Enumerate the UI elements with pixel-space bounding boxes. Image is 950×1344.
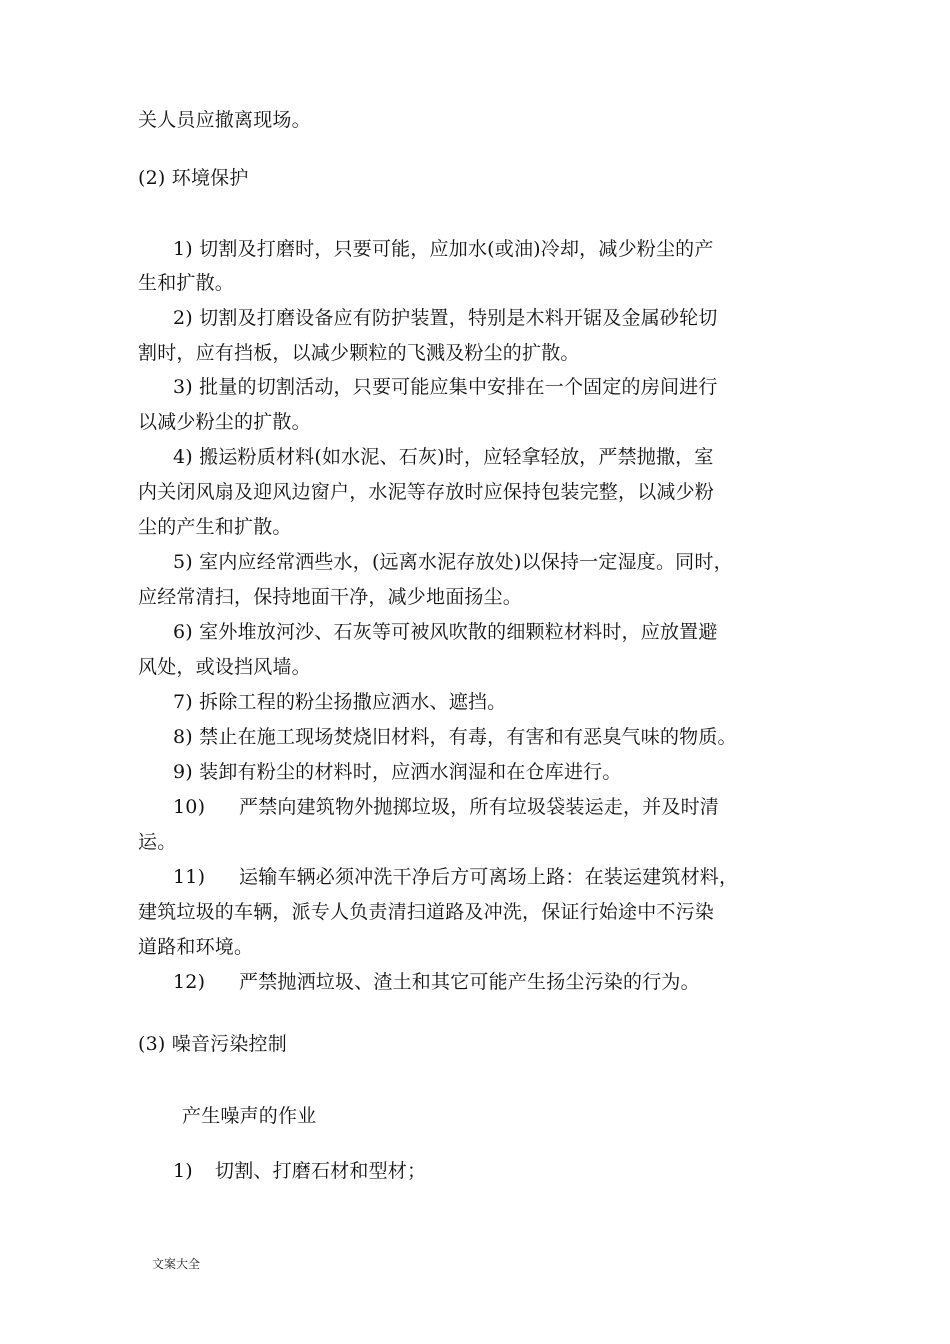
list-item-1-line-1: 1) 切割及打磨时，只要可能，应加水(或油)冷却，减少粉尘的产 xyxy=(173,238,714,260)
list-item-11-line-2: 建筑垃圾的车辆，派专人负责清扫道路及冲洗，保证行始途中不污染 xyxy=(138,901,715,923)
list-number-10: 10) xyxy=(173,796,206,818)
list-item-11-line-1 xyxy=(173,864,738,890)
list-item-10-line-1 xyxy=(173,794,719,820)
subheading-noise-work: 产生噪声的作业 xyxy=(182,1105,317,1127)
list-item-12-text: 严禁抛洒垃圾、渣土和其它可能产生扬尘污染的行为。 xyxy=(239,971,700,993)
page-footer: 文案大全 xyxy=(152,1257,201,1271)
section-heading-noise: (3) 噪音污染控制 xyxy=(138,1033,287,1055)
noise-list-number-1: 1) xyxy=(173,1160,193,1182)
list-item-11-text: 运输车辆必须冲洗干净后方可离场上路：在装运建筑材料， xyxy=(239,866,739,888)
list-item-4-line-3: 尘的产生和扩散。 xyxy=(138,516,292,538)
section-heading-environment: (2) 环境保护 xyxy=(138,167,249,189)
list-item-10-text: 严禁向建筑物外抛掷垃圾，所有垃圾袋装运走，并及时清 xyxy=(239,796,720,818)
list-item-8: 8) 禁止在施工现场焚烧旧材料，有毒，有害和有恶臭气味的物质。 xyxy=(173,726,737,748)
list-item-6-line-2: 风处，或设挡风墙。 xyxy=(138,656,311,678)
list-item-10-line-2: 运。 xyxy=(138,831,177,853)
list-number-11: 11) xyxy=(173,866,206,888)
text-line: 关人员应撤离现场。 xyxy=(138,109,311,131)
list-item-2-line-2: 割时，应有挡板，以减少颗粒的飞溅及粉尘的扩散。 xyxy=(138,342,580,364)
list-item-3-line-2: 以减少粉尘的扩散。 xyxy=(138,411,311,433)
noise-list-item-1 xyxy=(173,1158,426,1184)
list-item-5-line-1: 5) 室内应经常洒些水，(远离水泥存放处)以保持一定湿度。同时， xyxy=(173,551,733,573)
list-item-4-line-2: 内关闭风扇及迎风边窗户，水泥等存放时应保持包装完整，以减少粉 xyxy=(138,481,715,503)
noise-list-item-1-text: 切割、打磨石材和型材； xyxy=(215,1160,427,1182)
list-item-4-line-1: 4) 搬运粉质材料(如水泥、石灰)时，应轻拿轻放，严禁抛撒，室 xyxy=(173,446,714,468)
list-item-9: 9) 装卸有粉尘的材料时，应洒水润湿和在仓库进行。 xyxy=(173,761,622,783)
list-item-12 xyxy=(173,969,700,995)
list-item-6-line-1: 6) 室外堆放河沙、石灰等可被风吹散的细颗粒材料时，应放置避 xyxy=(173,621,718,643)
list-item-3-line-1: 3) 批量的切割活动，只要可能应集中安排在一个固定的房间进行 xyxy=(173,376,718,398)
list-item-2-line-1: 2) 切割及打磨设备应有防护装置，特别是木料开锯及金属砂轮切 xyxy=(173,307,718,329)
list-item-11-line-3: 道路和环境。 xyxy=(138,936,254,958)
list-item-5-line-2: 应经常清扫，保持地面干净，减少地面扬尘。 xyxy=(138,586,523,608)
list-item-7: 7) 拆除工程的粉尘扬撒应洒水、遮挡。 xyxy=(173,691,507,713)
list-number-12: 12) xyxy=(173,971,206,993)
list-item-1-line-2: 生和扩散。 xyxy=(138,272,235,294)
